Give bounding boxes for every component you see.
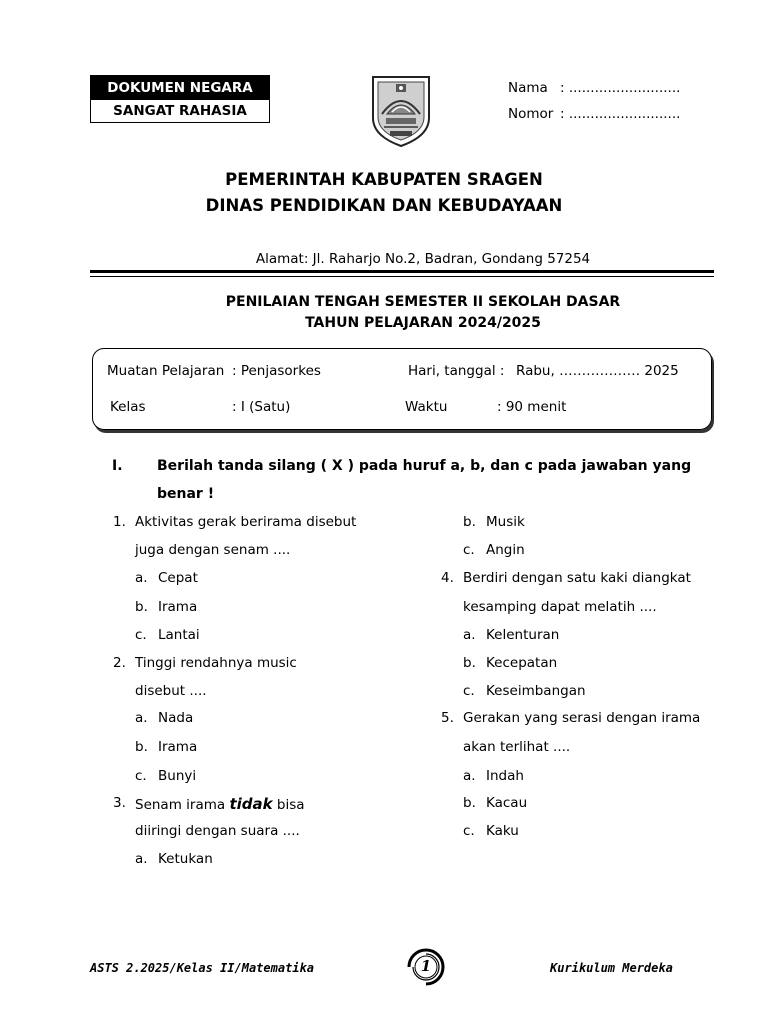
section-instruction-line-2: benar ! bbox=[157, 486, 215, 502]
number-line bbox=[508, 106, 680, 122]
question-2-option-b[interactable]: Irama bbox=[158, 739, 198, 755]
exam-title-line-1: PENILAIAN TENGAH SEMESTER II SEKOLAH DASAR bbox=[225, 294, 621, 310]
question-2-text-cont: disebut .... bbox=[135, 683, 207, 699]
question-3-emphasis: tidak bbox=[229, 795, 273, 813]
question-2-option-a[interactable]: Nada bbox=[158, 710, 194, 726]
question-1-option-a[interactable]: Cepat bbox=[158, 570, 198, 586]
section-number: I. bbox=[112, 458, 123, 474]
question-4-number: 4. bbox=[441, 570, 454, 586]
question-1-number: 1. bbox=[113, 514, 126, 530]
time-label: Waktu bbox=[405, 399, 448, 415]
question-4-option-a[interactable]: Kelenturan bbox=[486, 627, 560, 643]
number-field[interactable]: : .......................... bbox=[560, 106, 681, 122]
letterhead-line-1: PEMERINTAH KABUPATEN SRAGEN bbox=[225, 170, 543, 189]
day-value[interactable]: Rabu, ……………… 2025 bbox=[516, 363, 679, 379]
footer-left: ASTS 2.2025/Kelas II/Matematika bbox=[90, 961, 314, 975]
letterhead-line-2: DINAS PENDIDIKAN DAN KEBUDAYAAN bbox=[205, 196, 563, 215]
option-letter: a. bbox=[135, 570, 148, 586]
option-letter: a. bbox=[135, 710, 148, 726]
question-2-number: 2. bbox=[113, 655, 126, 671]
class-label: Kelas bbox=[110, 399, 146, 415]
question-5-option-c[interactable]: Kaku bbox=[486, 823, 519, 839]
question-3-option-b[interactable]: Musik bbox=[486, 514, 525, 530]
day-label: Hari, tanggal : bbox=[408, 363, 505, 379]
question-1-text: Aktivitas gerak berirama disebut bbox=[135, 514, 357, 530]
option-letter: b. bbox=[463, 514, 476, 530]
question-4-text: Berdiri dengan satu kaki diangkat bbox=[463, 570, 691, 586]
time-value: : 90 menit bbox=[497, 399, 567, 415]
option-letter: a. bbox=[463, 768, 476, 784]
classification-box bbox=[90, 75, 270, 123]
page-number: 1 bbox=[420, 957, 432, 975]
question-3-number: 3. bbox=[113, 795, 126, 811]
option-letter: c. bbox=[135, 627, 147, 643]
class-value: : I (Satu) bbox=[232, 399, 291, 415]
option-letter: b. bbox=[135, 739, 148, 755]
letterhead-rule-thin bbox=[90, 276, 714, 277]
question-1-option-c[interactable]: Lantai bbox=[158, 627, 200, 643]
question-5-option-a[interactable]: Indah bbox=[486, 768, 524, 784]
question-5-option-b[interactable]: Kacau bbox=[486, 795, 528, 811]
section-instruction-line-1: Berilah tanda silang ( X ) pada huruf a, b, dan c pada jawaban yang bbox=[157, 458, 692, 474]
question-2-text: Tinggi rendahnya music bbox=[135, 655, 297, 671]
question-4-text-cont: kesamping dapat melatih .... bbox=[463, 599, 657, 615]
question-5-text-cont: akan terlihat .... bbox=[463, 739, 571, 755]
option-letter: c. bbox=[463, 542, 475, 558]
option-letter: b. bbox=[135, 599, 148, 615]
question-5-number: 5. bbox=[441, 710, 454, 726]
exam-title-line-2: TAHUN PELAJARAN 2024/2025 bbox=[305, 315, 541, 331]
classification-bottom: SANGAT RAHASIA bbox=[113, 103, 247, 119]
number-label: Nomor bbox=[508, 106, 554, 122]
name-label: Nama bbox=[508, 80, 548, 96]
question-2-option-c[interactable]: Bunyi bbox=[158, 768, 197, 784]
question-1-option-b[interactable]: Irama bbox=[158, 599, 198, 615]
subject-label: Muatan Pelajaran bbox=[107, 363, 225, 379]
option-letter: b. bbox=[463, 655, 476, 671]
option-letter: a. bbox=[135, 851, 148, 867]
regency-emblem-icon bbox=[370, 74, 432, 148]
option-letter: c. bbox=[463, 683, 475, 699]
option-letter: c. bbox=[463, 823, 475, 839]
classification-top: DOKUMEN NEGARA bbox=[91, 76, 269, 100]
question-3-text-cont: diiringi dengan suara .... bbox=[135, 823, 300, 839]
question-1-text-cont: juga dengan senam .... bbox=[135, 542, 291, 558]
exam-info-box bbox=[92, 348, 712, 430]
question-5-text: Gerakan yang serasi dengan irama bbox=[463, 710, 701, 726]
letterhead-rule-thick bbox=[90, 270, 714, 273]
question-3-option-c[interactable]: Angin bbox=[486, 542, 525, 558]
question-4-option-c[interactable]: Keseimbangan bbox=[486, 683, 586, 699]
subject-value: : Penjasorkes bbox=[232, 363, 321, 379]
question-3-text bbox=[135, 795, 305, 813]
name-line bbox=[508, 80, 680, 96]
question-4-option-b[interactable]: Kecepatan bbox=[486, 655, 558, 671]
option-letter: b. bbox=[463, 795, 476, 811]
question-3-option-a[interactable]: Ketukan bbox=[158, 851, 213, 867]
question-3-text-pre: Senam irama bbox=[135, 797, 226, 813]
question-3-text-post: bisa bbox=[276, 797, 305, 813]
option-letter: c. bbox=[135, 768, 147, 784]
name-field[interactable]: : .......................... bbox=[560, 80, 681, 96]
letterhead-address: Alamat: Jl. Raharjo No.2, Badran, Gondang 57254 bbox=[255, 251, 591, 267]
option-letter: a. bbox=[463, 627, 476, 643]
footer-right: Kurikulum Merdeka bbox=[550, 961, 673, 975]
